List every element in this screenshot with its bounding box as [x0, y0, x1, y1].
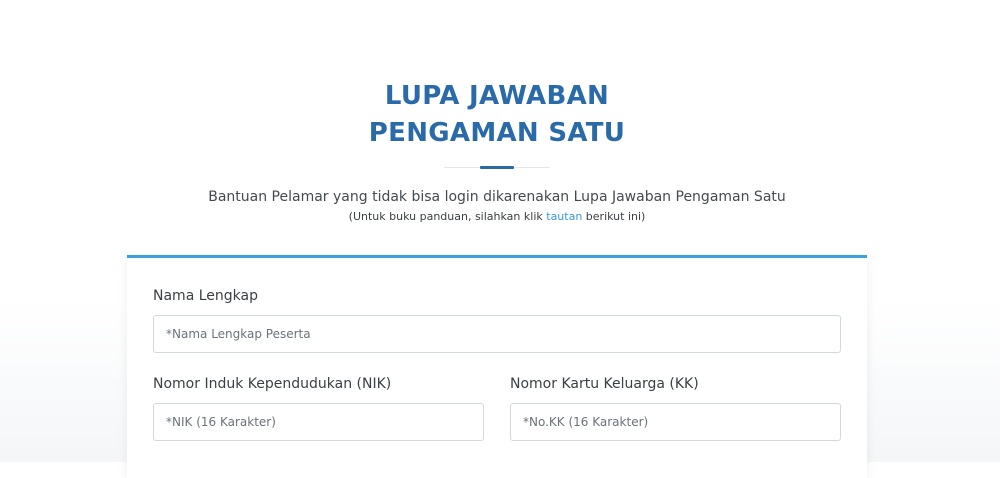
- page-title-line-1: LUPA JAWABAN: [384, 81, 610, 111]
- full-name-input[interactable]: [153, 315, 841, 353]
- guide-link[interactable]: tautan: [546, 210, 583, 223]
- full-name-label: Nama Lengkap: [153, 288, 258, 304]
- nik-input[interactable]: [153, 403, 484, 441]
- nik-label: Nomor Induk Kependudukan (NIK): [153, 376, 392, 392]
- page-title: [0, 78, 994, 152]
- kk-input[interactable]: [510, 403, 841, 441]
- guide-note-prefix: (Untuk buku panduan, silahkan klik: [348, 210, 547, 223]
- guide-note-suffix: berikut ini): [582, 210, 646, 223]
- kk-label: Nomor Kartu Keluarga (KK): [510, 376, 699, 392]
- form-card: [127, 255, 867, 478]
- page-title-line-2: PENGAMAN SATU: [368, 118, 626, 148]
- page-subtitle: Bantuan Pelamar yang tidak bisa login dikarenakan Lupa Jawaban Pengaman Satu: [208, 189, 786, 205]
- guide-note: [0, 209, 994, 224]
- title-divider-accent: [480, 166, 514, 169]
